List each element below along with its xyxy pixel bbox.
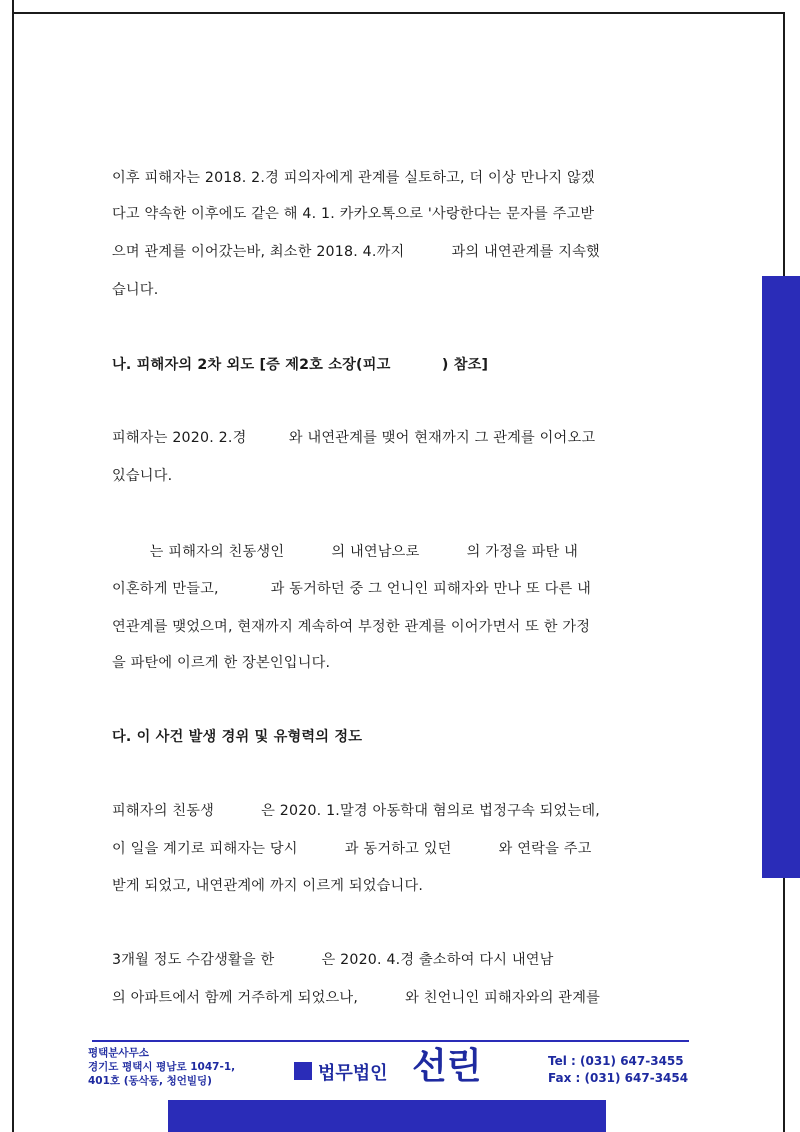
body-line: 있습니다.: [112, 468, 173, 484]
body-line: 받게 되었고, 내연관계에 까지 이르게 되었습니다.: [112, 878, 424, 894]
side-blue-strip: [762, 276, 800, 878]
page-frame-left: [12, 0, 14, 1132]
tel-number: Tel : (031) 647-3455: [548, 1054, 684, 1068]
body-line: 이혼하게 만들고, 과 동거하던 중 그 언니인 피해자와 만나 또 다른 내: [112, 581, 592, 597]
body-line: 이 일을 계기로 피해자는 당시 과 동거하고 있던 와 연락을 주고: [112, 841, 592, 857]
body-line: 의 아파트에서 함께 거주하게 되었으나, 와 친언니인 피해자와의 관계를: [112, 990, 601, 1006]
body-line: 이후 피해자는 2018. 2.경 피의자에게 관계를 실토하고, 더 이상 만나지 않겠: [112, 170, 595, 186]
body-line: 을 파탄에 이르게 한 장본인입니다.: [112, 655, 331, 671]
body-line: 3개월 정도 수감생활을 한 은 2020. 4.경 출소하여 다시 내연남: [112, 952, 554, 968]
page-frame-top: [12, 12, 785, 14]
office-address-line2: 401호 (동삭동, 청언빌딩): [88, 1075, 212, 1087]
body-line: 피해자의 친동생 은 2020. 1.말경 아동학대 혐의로 법정구속 되었는데,: [112, 803, 600, 819]
office-address-line1: 경기도 평택시 평남로 1047-1,: [88, 1061, 236, 1073]
body-line: 다고 약속한 이후에도 같은 해 4. 1. 카카오톡으로 '사랑한다는 문자를 주고받: [112, 206, 595, 222]
contact-info: [548, 1053, 688, 1087]
body-line: 으며 관계를 이어갔는바, 최소한 2018. 4.까지 과의 내연관계를 지속했: [112, 244, 600, 260]
section-heading-na: 나. 피해자의 2차 외도 [증 제2호 소장(피고 ) 참조]: [112, 357, 489, 373]
body-line: 는 피해자의 친동생인 의 내연남으로 의 가정을 파탄 내: [112, 544, 579, 560]
office-name: 평택분사무소: [88, 1047, 149, 1059]
fax-number: Fax : (031) 647-3454: [548, 1071, 689, 1085]
firm-logo-icon: [294, 1062, 312, 1080]
footer-rule: [92, 1040, 689, 1042]
firm-label: 법무법인: [318, 1063, 388, 1084]
section-heading-da: 다. 이 사건 발생 경위 및 유형력의 정도: [112, 729, 363, 745]
firm-name: 선린: [412, 1046, 482, 1087]
body-line: 습니다.: [112, 282, 159, 298]
branch-office-info: [88, 1046, 235, 1088]
body-line: 연관계를 맺었으며, 현재까지 계속하여 부정한 관계를 이어가면서 또 한 가정: [112, 619, 591, 635]
bottom-blue-bar: [168, 1100, 606, 1132]
body-line: 피해자는 2020. 2.경 와 내연관계를 맺어 현재까지 그 관계를 이어오고: [112, 430, 596, 446]
